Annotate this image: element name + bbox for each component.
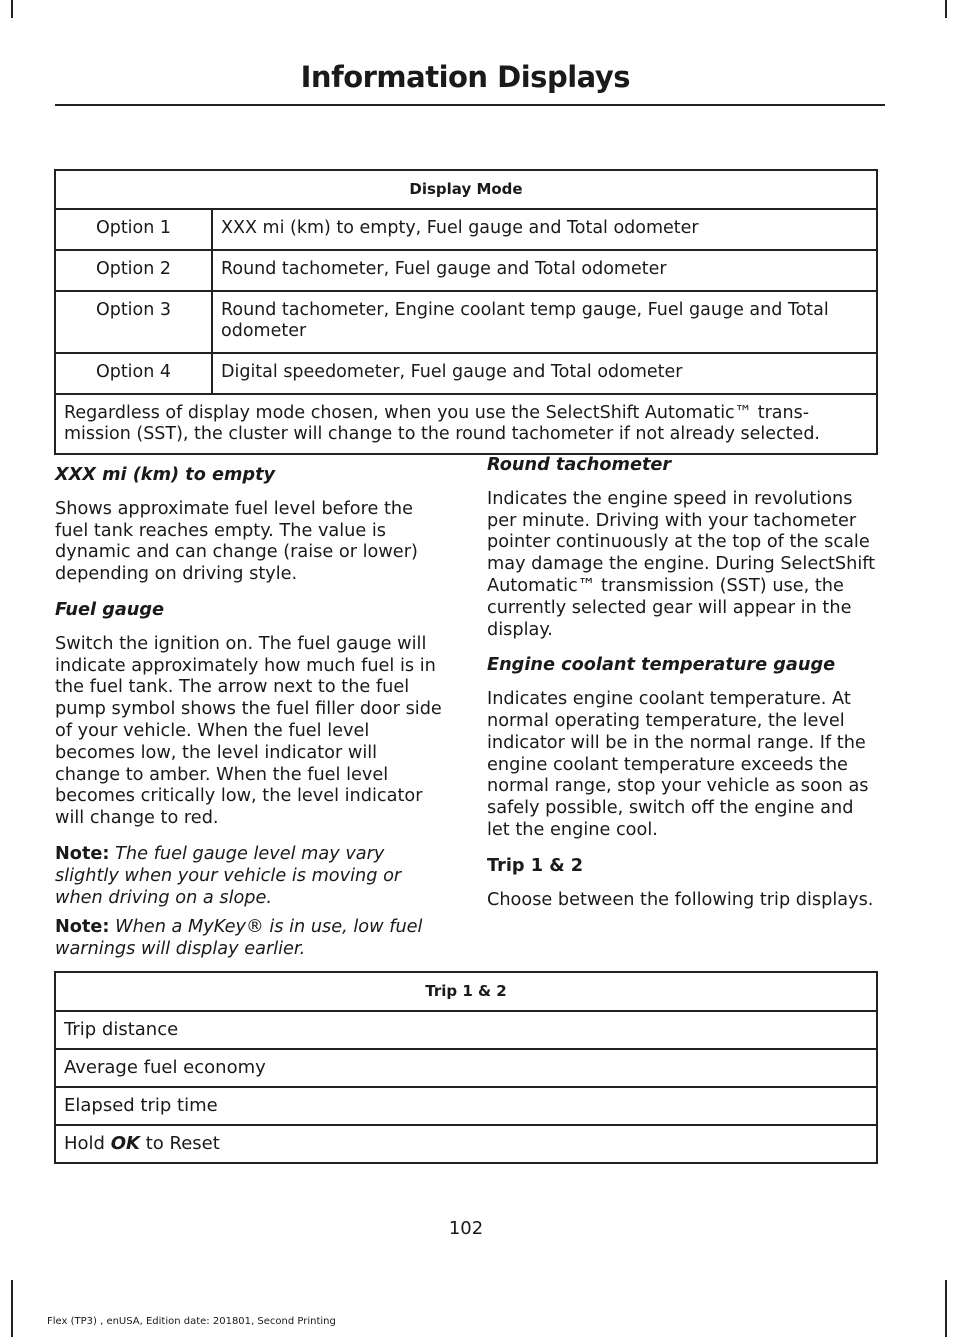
table-row bbox=[55, 250, 877, 291]
trip-item: Elapsed trip time bbox=[55, 1087, 877, 1125]
option-description: Digital speedometer, Fuel gauge and Total odometer bbox=[212, 353, 877, 394]
table-row bbox=[55, 209, 877, 250]
section-heading-fuel-gauge: Fuel gauge bbox=[55, 599, 165, 620]
table-row bbox=[55, 1087, 877, 1125]
page-number: 102 bbox=[448, 1218, 484, 1239]
reset-suffix: to Reset bbox=[145, 1133, 220, 1154]
reset-prefix: Hold bbox=[64, 1133, 105, 1154]
trip-table bbox=[54, 971, 878, 1164]
section-heading-tachometer: Round tachometer bbox=[487, 455, 672, 475]
option-label: Option 3 bbox=[55, 291, 212, 353]
paragraph-tachometer: Indicates the engine speed in revolutions per minute. Driving with your tachometer pointer continuously at the top of the scale may damage the engine. During SelectShift Automatic™ transmission (SST) use, the currently selected gear will appear in the display. bbox=[487, 488, 876, 640]
page-title: Information Displays bbox=[300, 60, 630, 94]
crop-mark-top-left bbox=[11, 0, 13, 18]
note-label: Note: bbox=[55, 917, 110, 938]
option-description: Round tachometer, Fuel gauge and Total odometer bbox=[212, 250, 877, 291]
section-heading-range: XXX mi (km) to empty bbox=[55, 465, 276, 485]
section-heading-coolant: Engine coolant temperature gauge bbox=[487, 655, 836, 676]
table-row bbox=[55, 353, 877, 394]
table-row bbox=[55, 1125, 877, 1163]
table-row bbox=[55, 1049, 877, 1087]
title-divider bbox=[55, 104, 885, 106]
paragraph-trip: Choose between the following trip displays. bbox=[487, 889, 874, 910]
note-fuel-gauge bbox=[55, 844, 447, 909]
section-heading-trip: Trip 1 & 2 bbox=[487, 855, 584, 876]
note-text: When a MyKey® is in use, low fuel warnings will display earlier. bbox=[55, 917, 423, 960]
paragraph-fuel-gauge: Switch the ignition on. The fuel gauge will indicate approximately how much fuel is in the fuel tank. The arrow next to the fuel pump symbol shows the fuel filler door side of your vehicle. When the fuel level becomes low, the level indicator will change to amber. When the fuel level becomes critically low, the level indicator will change to red. bbox=[55, 633, 442, 829]
paragraph-range: Shows approximate fuel level before the fuel tank reaches empty. The value is dynamic and can change (raise or lower) depending on driving style. bbox=[55, 498, 418, 585]
option-description: Round tachometer, Engine coolant temp gauge, Fuel gauge and Total odometer bbox=[212, 291, 877, 353]
option-label: Option 1 bbox=[55, 209, 212, 250]
left-column bbox=[55, 465, 447, 975]
edition-footer: Flex (TP3) , enUSA, Edition date: 201801, Second Printing bbox=[47, 1316, 336, 1327]
note-text: The fuel gauge level may vary slightly when your vehicle is moving or when driving on a slope. bbox=[55, 843, 402, 908]
table-note: Regardless of display mode chosen, when you use the SelectShift Automatic™ trans-mission (SST), the cluster will change to the round tachometer if not already selected. bbox=[55, 394, 877, 454]
paragraph-coolant: Indicates engine coolant temperature. At normal operating temperature, the level indicator will be in the normal range. If the engine coolant temperature exceeds the normal range, stop your vehicle as soon as safely possible, switch off the engine and let the engine cool. bbox=[487, 689, 869, 840]
trip-reset-row bbox=[55, 1125, 877, 1163]
ok-key-label: OK bbox=[110, 1133, 140, 1154]
table-row bbox=[55, 1011, 877, 1049]
table-title: Trip 1 & 2 bbox=[55, 972, 877, 1011]
display-mode-table bbox=[54, 169, 878, 455]
note-label: Note: bbox=[55, 843, 110, 864]
trip-item: Trip distance bbox=[55, 1011, 877, 1049]
option-description: XXX mi (km) to empty, Fuel gauge and Total odometer bbox=[212, 209, 877, 250]
trip-item: Average fuel economy bbox=[55, 1049, 877, 1087]
crop-mark-top-right bbox=[945, 0, 947, 18]
table-row bbox=[55, 394, 877, 454]
crop-mark-bottom-left bbox=[11, 1280, 13, 1337]
table-row bbox=[55, 291, 877, 353]
option-label: Option 2 bbox=[55, 250, 212, 291]
crop-mark-bottom-right bbox=[945, 1280, 947, 1337]
option-label: Option 4 bbox=[55, 353, 212, 394]
table-title: Display Mode bbox=[55, 170, 877, 209]
note-mykey bbox=[55, 917, 447, 961]
right-column bbox=[487, 455, 879, 925]
